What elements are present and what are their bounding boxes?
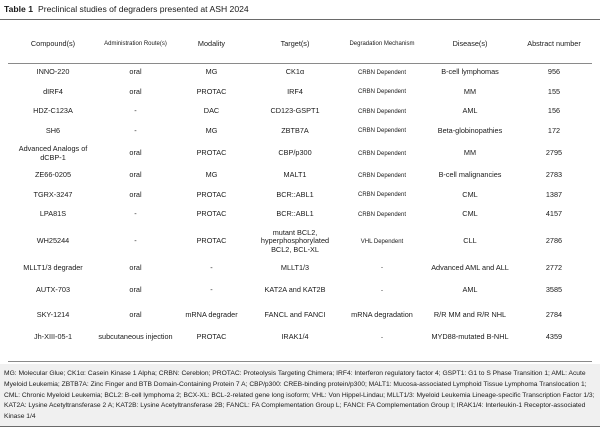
column-header-mechanism: Degradation Mechanism bbox=[349, 40, 415, 47]
cell-modality: PROTAC bbox=[196, 332, 227, 342]
cell-disease: B-cell malignancies bbox=[438, 170, 502, 180]
cell-abstract: 2795 bbox=[545, 148, 563, 158]
cell-compound: dIRF4 bbox=[43, 86, 63, 96]
cell-mechanism: - bbox=[381, 334, 383, 341]
table-row bbox=[8, 303, 592, 328]
cell-disease: CML bbox=[462, 189, 478, 199]
cell-target: IRF4 bbox=[287, 86, 303, 96]
table-title: Preclinical studies of degraders presented at ASH 2024 bbox=[37, 4, 249, 14]
cell-route: - bbox=[134, 125, 137, 135]
cell-compound: TGRX-3247 bbox=[33, 189, 73, 199]
table-footnote: MG: Molecular Glue; CK1α: Casein Kinase 1 Alpha; CRBN: Cereblon; PROTAC: Proteolysis Targeting Chimera; IRF4: Interferon regulatory factor 4; GSPT1: G1 to S Phase Transition 1; AML: Acute Myeloid Leukemia; ZBTB7A: Zinc Finger and BTB Domain-Containing Protein 7 A; CBP/p300: CREB-binding protein/p300; MALT1: Mucosa-associated Lymphoid Tissue Lymphoma Translocation 1; CML: Chronic Myeloid Leukemia; BCL2: B-cell lymphoma 2; BCX-XL: BCL-2-related gene long isoform; VHL: Von Hippel-Lindau; MLLT1/3: Myeloid Leukemia Lineage-specific Transcription Factor 1/3; KAT2A: Lysine Acetyltransferase 2 A; KAT2B: Lysine Acetyltransferase 2B; FANCL: FA Complementation Group L; FANCI: FA Complementation Group I; IRAK1/4: Interleukin-1 Receptor-associated Kinase 1/4 bbox=[4, 370, 595, 421]
cell-target: CBP/p300 bbox=[278, 148, 312, 158]
cell-route: - bbox=[134, 106, 137, 116]
cell-modality: DAC bbox=[203, 106, 220, 116]
cell-route: - bbox=[134, 236, 137, 246]
table-row bbox=[8, 278, 592, 303]
cell-mechanism: CRBN Dependent bbox=[357, 108, 407, 115]
cell-abstract: 3585 bbox=[545, 285, 563, 295]
cell-target: BCR::ABL1 bbox=[276, 209, 314, 219]
cell-mechanism: mRNA degradation bbox=[351, 310, 413, 320]
header-row bbox=[8, 24, 592, 63]
cell-modality: PROTAC bbox=[196, 189, 227, 199]
column-header-compound: Compound(s) bbox=[30, 38, 76, 48]
cell-target: ZBTB7A bbox=[281, 125, 309, 135]
cell-route: - bbox=[134, 209, 137, 219]
cell-compound: SKY-1214 bbox=[36, 310, 70, 320]
cell-route: oral bbox=[129, 148, 142, 158]
table-row bbox=[8, 63, 592, 83]
cell-target: mutant BCL2, hyperphosphorylated BCL2, BCL-XL bbox=[260, 227, 330, 254]
table-row bbox=[8, 141, 592, 166]
cell-mechanism: - bbox=[381, 265, 383, 272]
table-row bbox=[8, 205, 592, 225]
cell-disease: R/R MM and R/R NHL bbox=[433, 310, 507, 320]
cell-route: oral bbox=[129, 262, 142, 272]
cell-abstract: 156 bbox=[547, 106, 561, 116]
column-header-disease: Disease(s) bbox=[452, 38, 488, 48]
table-caption bbox=[4, 1, 249, 17]
cell-compound: HDZ-C123A bbox=[33, 106, 73, 116]
cell-target: FANCL and FANCI bbox=[264, 310, 326, 320]
cell-compound: Jh-XIII-05-1 bbox=[33, 332, 73, 342]
cell-modality: MG bbox=[205, 125, 218, 135]
cell-mechanism: CRBN Dependent bbox=[357, 150, 407, 157]
cell-abstract: 2772 bbox=[545, 262, 563, 272]
cell-target: CK1α bbox=[285, 67, 305, 77]
cell-disease: B-cell lymphomas bbox=[441, 67, 499, 77]
cell-mechanism: CRBN Dependent bbox=[357, 172, 407, 179]
cell-route: oral bbox=[129, 310, 142, 320]
cell-disease: MM bbox=[463, 148, 477, 158]
cell-mechanism: VHL Dependent bbox=[360, 238, 404, 245]
cell-target: CD123-GSPT1 bbox=[270, 106, 320, 116]
cell-target: MLLT1/3 bbox=[280, 262, 310, 272]
table-row bbox=[8, 225, 592, 259]
cell-mechanism: CRBN Dependent bbox=[357, 69, 407, 76]
cell-disease: Beta-globinopathies bbox=[437, 125, 503, 135]
cell-mechanism: CRBN Dependent bbox=[357, 89, 407, 96]
cell-disease: AML bbox=[462, 285, 478, 295]
cell-modality: PROTAC bbox=[196, 209, 227, 219]
cell-modality: MG bbox=[205, 67, 218, 77]
cell-modality: mRNA degrader bbox=[185, 310, 238, 320]
cell-disease: CLL bbox=[463, 236, 477, 246]
cell-abstract: 1387 bbox=[545, 189, 563, 199]
cell-compound: INNO-220 bbox=[36, 67, 70, 77]
cell-abstract: 2786 bbox=[545, 236, 563, 246]
table-row bbox=[8, 328, 592, 348]
cell-abstract: 4157 bbox=[545, 209, 563, 219]
cell-compound: LPA81S bbox=[39, 209, 67, 219]
cell-modality: - bbox=[210, 285, 213, 295]
column-header-modality: Modality bbox=[197, 38, 226, 48]
degraders-table bbox=[8, 24, 592, 348]
cell-modality: PROTAC bbox=[196, 86, 227, 96]
cell-modality: PROTAC bbox=[196, 236, 227, 246]
table-row bbox=[8, 83, 592, 103]
cell-target: BCR::ABL1 bbox=[276, 189, 314, 199]
table-row bbox=[8, 102, 592, 122]
cell-route: oral bbox=[129, 189, 142, 199]
footer-rule bbox=[0, 426, 600, 427]
cell-disease: MYD88-mutated B-NHL bbox=[431, 332, 509, 342]
cell-target: IRAK1/4 bbox=[281, 332, 309, 342]
cell-compound: AUTX-703 bbox=[35, 285, 71, 295]
cell-compound: Advanced Analogs of dCBP-1 bbox=[18, 143, 88, 162]
column-header-route: Administration Route(s) bbox=[104, 40, 167, 47]
cell-abstract: 956 bbox=[547, 67, 561, 77]
cell-mechanism: CRBN Dependent bbox=[357, 192, 407, 199]
table-row bbox=[8, 259, 592, 279]
cell-mechanism: - bbox=[381, 287, 383, 294]
cell-abstract: 4359 bbox=[545, 332, 563, 342]
cell-modality: MG bbox=[205, 170, 218, 180]
cell-modality: PROTAC bbox=[196, 148, 227, 158]
cell-abstract: 2784 bbox=[545, 310, 563, 320]
cell-mechanism: CRBN Dependent bbox=[357, 128, 407, 135]
cell-abstract: 2783 bbox=[545, 170, 563, 180]
column-header-abstract: Abstract number bbox=[527, 38, 581, 48]
column-header-target: Target(s) bbox=[280, 38, 310, 48]
cell-target: KAT2A and KAT2B bbox=[264, 285, 326, 295]
cell-compound: ZE66-0205 bbox=[34, 170, 72, 180]
cell-compound: WH25244 bbox=[36, 236, 70, 246]
table-row bbox=[8, 122, 592, 142]
cell-compound: MLLT1/3 degrader bbox=[23, 262, 83, 272]
cell-route: oral bbox=[129, 67, 142, 77]
cell-disease: AML bbox=[462, 106, 478, 116]
cell-route: oral bbox=[129, 86, 142, 96]
bottom-rule bbox=[8, 361, 592, 362]
cell-route: oral bbox=[129, 170, 142, 180]
cell-target: MALT1 bbox=[283, 170, 307, 180]
cell-disease: Advanced AML and ALL bbox=[431, 262, 509, 272]
cell-modality: - bbox=[210, 262, 213, 272]
cell-disease: CML bbox=[462, 209, 478, 219]
table-label: Table 1 bbox=[4, 4, 33, 14]
cell-abstract: 172 bbox=[547, 125, 561, 135]
cell-disease: MM bbox=[463, 86, 477, 96]
cell-route: oral bbox=[129, 285, 142, 295]
cell-abstract: 155 bbox=[547, 86, 561, 96]
table-row bbox=[8, 186, 592, 206]
table-row bbox=[8, 166, 592, 186]
cell-route: subcutaneous injection bbox=[98, 332, 173, 342]
cell-mechanism: CRBN Dependent bbox=[357, 211, 407, 218]
cell-compound: SH6 bbox=[45, 125, 61, 135]
